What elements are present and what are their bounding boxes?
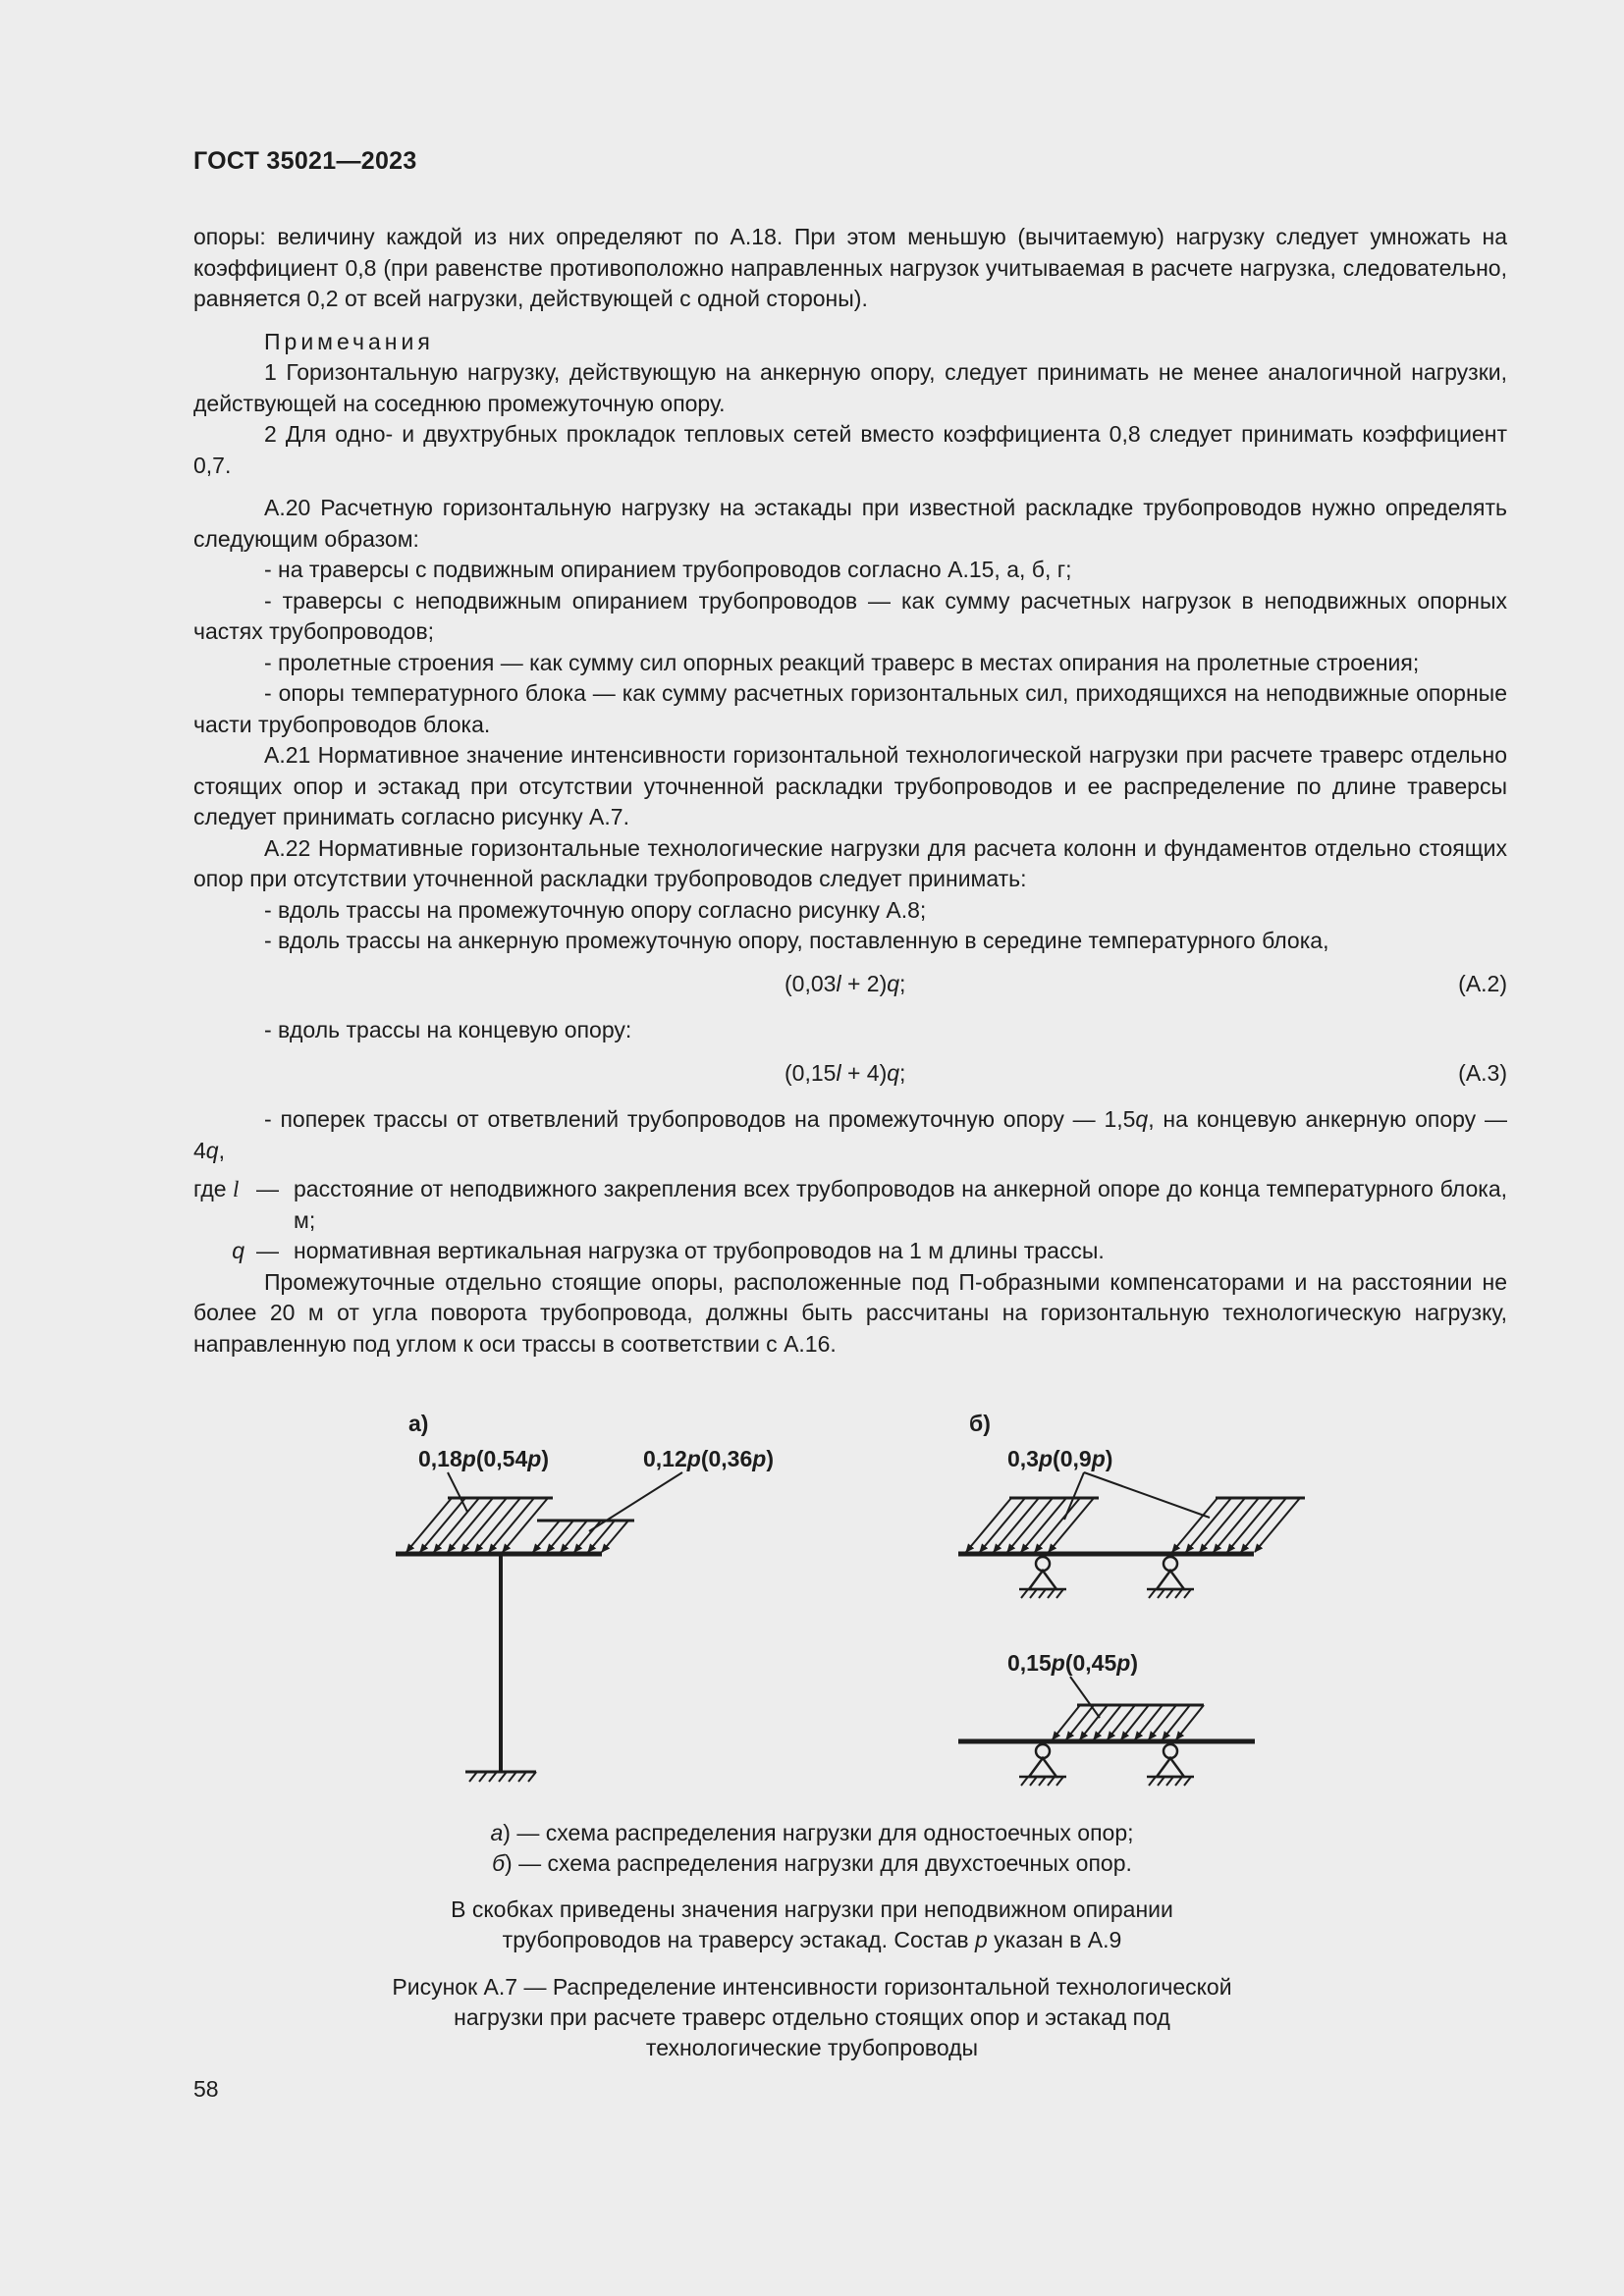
where-l: где l — расстояние от неподвижного закрепления всех трубопроводов на анкерной опоре до конца температурного блока, м; (193, 1176, 1507, 1233)
clause-a22: А.22 Нормативные горизонтальные технологические нагрузки для расчета колонн и фундаментов отдельно стоящих опор при отсутствии уточненной раскладки трубопроводов следует принимать: (193, 834, 1507, 891)
figure-title-line-3: технологические трубопроводы (645, 2035, 979, 2060)
formula-a2 (193, 969, 1507, 1000)
a-leader-2 (589, 1472, 682, 1531)
figure-title-line-1: Рисунок А.7 — Распределение интенсивности горизонтальной технологической (392, 1974, 1232, 2000)
figure-note-line-2: трубопроводов на траверсу эстакад. Состав p указан в А.9 (502, 1927, 1122, 1952)
note-1: 1 Горизонтальную нагрузку, действующую на анкерную опору, следует принимать не менее аналогичной нагрузки, действующей на соседнюю промежуточную опору. (193, 359, 1507, 416)
formula-a3-number: (А.3) (1458, 1059, 1507, 1086)
diagram-b-two-column-bottom (958, 1677, 1255, 1786)
a20-item-4: - опоры температурного блока — как сумму расчетных горизонтальных сил, приходящихся на неподвижные опорные части трубопроводов блока. (193, 680, 1507, 737)
body-text (193, 222, 1507, 1360)
figure-legend-b: б) — схема распределения нагрузки для двухстоечных опор. (492, 1850, 1132, 1876)
formula-a2-expression: (0,03l + 2)q; (785, 970, 906, 996)
clause-a20: А.20 Расчетную горизонтальную нагрузку на эстакады при известной раскладке трубопроводов нужно определять следующим образом: (193, 495, 1507, 552)
figure-legend-a: а) — схема распределения нагрузки для одностоечных опор; (490, 1820, 1134, 1845)
figure-note-line-1: В скобках приведены значения нагрузки при неподвижном опирании (451, 1896, 1173, 1922)
b-load-label-2: 0,15p(0,45p) (1007, 1650, 1138, 1676)
a20-item-2: - траверсы с неподвижным опиранием трубопроводов — как сумму расчетных нагрузок в неподвижных опорных частях трубопроводов; (193, 587, 1507, 644)
diagram-b-two-column-top (958, 1472, 1305, 1598)
a-load1-arrows (406, 1498, 548, 1552)
figure-label-b: б) (969, 1411, 991, 1436)
a-ground-hatch (469, 1772, 536, 1782)
notes-title: Примечания (264, 328, 434, 354)
formula-a2-number: (А.2) (1458, 970, 1507, 996)
formula-a3-expression: (0,15l + 4)q; (785, 1059, 906, 1086)
figure-title-line-2: нагрузки при расчете траверс отдельно стоящих опор и эстакад под (454, 2004, 1170, 2030)
a-load-label-1: 0,18p(0,54p) (418, 1446, 549, 1471)
a22-item-4: - поперек трассы от ответвлений трубопроводов на промежуточную опору — 1,5q, на концевую анкерную опору — 4q, (193, 1106, 1507, 1163)
a20-item-1: - на траверсы с подвижным опиранием трубопроводов согласно А.15, а, б, г; (264, 557, 1072, 582)
page-number: 58 (193, 2076, 219, 2102)
a-load2-arrows (533, 1521, 628, 1552)
a22-item-3: - вдоль трассы на концевую опору: (264, 1017, 632, 1042)
intro-paragraph: опоры: величину каждой из них определяют по А.18. При этом меньшую (вычитаемую) нагрузку следует умножать на коэффициент 0,8 (при равенстве противоположно направленных нагрузок учитываемая в расчете нагрузка, следовательно, равняется 0,2 от всей нагрузки, действующей с одной стороны). (193, 224, 1507, 311)
where-q: q — нормативная вертикальная нагрузка от трубопроводов на 1 м длины трассы. (232, 1238, 1105, 1263)
clause-a21: А.21 Нормативное значение интенсивности горизонтальной технологической нагрузки при расчете траверс отдельно стоящих опор и эстакад при отсутствии уточненной раскладки трубопроводов и ее распределение по длине траверсы следует принимать согласно рисунку А.7. (193, 742, 1507, 829)
final-paragraph: Промежуточные отдельно стоящие опоры, расположенные под П-образными компенсаторами и на расстоянии не более 20 м от угла поворота трубопровода, должны быть рассчитаны на горизонтальную технологическую нагрузку, направленную под углом к оси трассы в соответствии с А.16. (193, 1268, 1507, 1357)
b-load-label-1: 0,3p(0,9p) (1007, 1446, 1113, 1471)
a20-item-3: - пролетные строения — как сумму сил опорных реакций траверс в местах опирания на пролетные строения; (264, 649, 1420, 675)
a22-item-2: - вдоль трассы на анкерную промежуточную опору, поставленную в середине температурного блока, (264, 928, 1329, 953)
formula-a3 (193, 1058, 1507, 1090)
diagram-a-single-column (396, 1472, 682, 1782)
figure-label-a: а) (408, 1411, 429, 1436)
a22-item-1: - вдоль трассы на промежуточную опору согласно рисунку А.8; (264, 896, 927, 923)
a-leader-1 (448, 1472, 467, 1512)
note-2: 2 Для одно- и двухтрубных прокладок тепловых сетей вместо коэффициента 0,8 следует принимать коэффициент 0,7. (193, 421, 1507, 478)
document-header: ГОСТ 35021—2023 (193, 147, 417, 175)
a-load-label-2: 0,12p(0,36p) (643, 1446, 774, 1471)
